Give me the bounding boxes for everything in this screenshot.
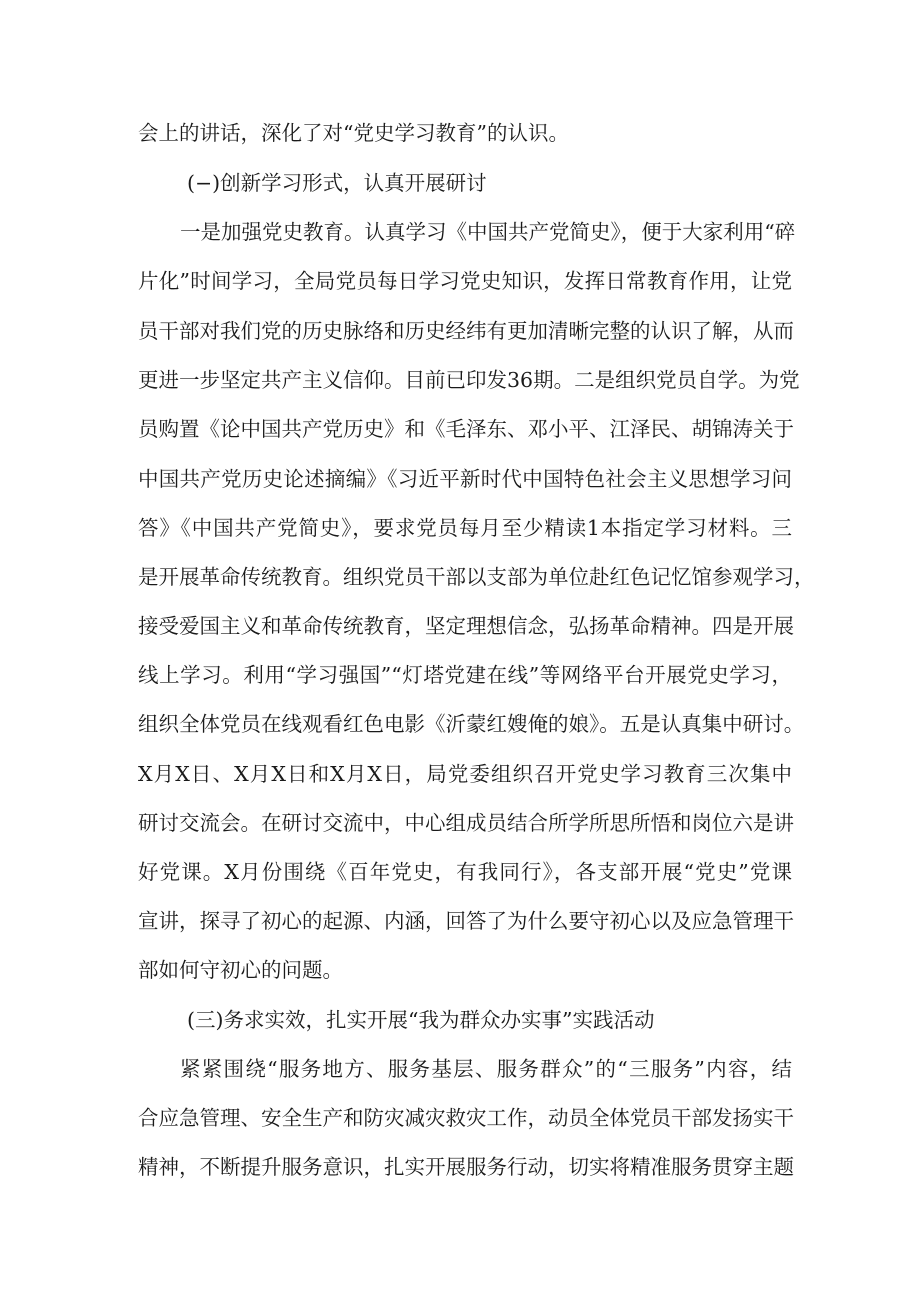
paragraph-line xyxy=(0,412,920,446)
paragraph-line xyxy=(0,658,920,692)
line-text: X月X日、X月X日和X月X日，局党委组织召开党史学习教育三次集中 xyxy=(138,762,792,786)
section-heading-text: (三)务求实效，扎实开展“我为群众办实事”实践活动 xyxy=(187,1008,655,1032)
paragraph-line xyxy=(0,511,920,545)
line-text: 好党课。X月份围绕《百年党史，有我同行》，各支部开展“党史”党课 xyxy=(138,860,792,884)
paragraph-line xyxy=(0,1052,920,1086)
section-heading xyxy=(0,166,920,200)
paragraph-line xyxy=(0,264,920,298)
paragraph-line xyxy=(0,560,920,594)
line-text: 片化”时间学习，全局党员每日学习党史知识，发挥日常教育作用，让党 xyxy=(138,269,792,293)
paragraph-line xyxy=(0,314,920,348)
paragraph-line xyxy=(0,953,920,987)
paragraph-line xyxy=(0,609,920,643)
paragraph-line xyxy=(0,707,920,741)
line-text: 中国共产党历史论述摘编》《习近平新时代中国特色社会主义思想学习问 xyxy=(138,467,792,491)
line-text: 部如何守初心的问题。 xyxy=(138,958,343,982)
section-heading xyxy=(0,1003,920,1037)
line-text: 一是加强党史教育。认真学习《中国共产党简史》，便于大家利用“碎 xyxy=(180,220,796,244)
line-text: 更进一步坚定共产主义信仰。目前已印发36期。二是组织党员自学。为党 xyxy=(138,368,800,392)
paragraph-line xyxy=(0,855,920,889)
paragraph-line xyxy=(0,757,920,791)
paragraph-line xyxy=(0,116,920,150)
paragraph-line xyxy=(0,1101,920,1135)
paragraph-line xyxy=(0,215,920,249)
line-text: 答》《中国共产党简史》，要求党员每月至少精读1本指定学习材料。三 xyxy=(138,516,792,540)
paragraph-line xyxy=(0,462,920,496)
line-text: 是开展革命传统教育。组织党员干部以支部为单位赴红色记忆馆参观学习， xyxy=(138,565,815,589)
line-text: 会上的讲话，深化了对“党史学习教育”的认识。 xyxy=(138,121,569,145)
line-text: 员购置《论中国共产党历史》和《毛泽东、邓小平、江泽民、胡锦涛关于 xyxy=(138,417,794,441)
line-text: 合应急管理、安全生产和防灾减灾救灾工作，动员全体党员干部发扬实干 xyxy=(138,1106,794,1130)
line-text: 线上学习。利用“学习强国”“灯塔党建在线”等网络平台开展党史学习， xyxy=(138,663,792,687)
line-text: 宣讲，探寻了初心的起源、内涵，回答了为什么要守初心以及应急管理干 xyxy=(138,909,794,933)
line-text: 组织全体党员在线观看红色电影《沂蒙红嫂俺的娘》。五是认真集中研讨。 xyxy=(138,712,805,736)
line-text: 研讨交流会。在研讨交流中，中心组成员结合所学所思所悟和岗位六是讲 xyxy=(138,811,794,835)
line-text: 员干部对我们党的历史脉络和历史经纬有更加清晰完整的认识了解，从而 xyxy=(138,319,794,343)
section-heading-text: (−)创新学习形式，认真开展研讨 xyxy=(187,171,487,195)
paragraph-line xyxy=(0,1150,920,1184)
paragraph-line xyxy=(0,904,920,938)
line-text: 精神，不断提升服务意识，扎实开展服务行动，切实将精准服务贯穿主题 xyxy=(138,1155,794,1179)
paragraph-line xyxy=(0,363,920,397)
line-text: 紧紧围绕“服务地方、服务基层、服务群众”的“三服务”内容，结 xyxy=(180,1057,792,1081)
line-text: 接受爱国主义和革命传统教育，坚定理想信念，弘扬革命精神。四是开展 xyxy=(138,614,794,638)
paragraph-line xyxy=(0,806,920,840)
